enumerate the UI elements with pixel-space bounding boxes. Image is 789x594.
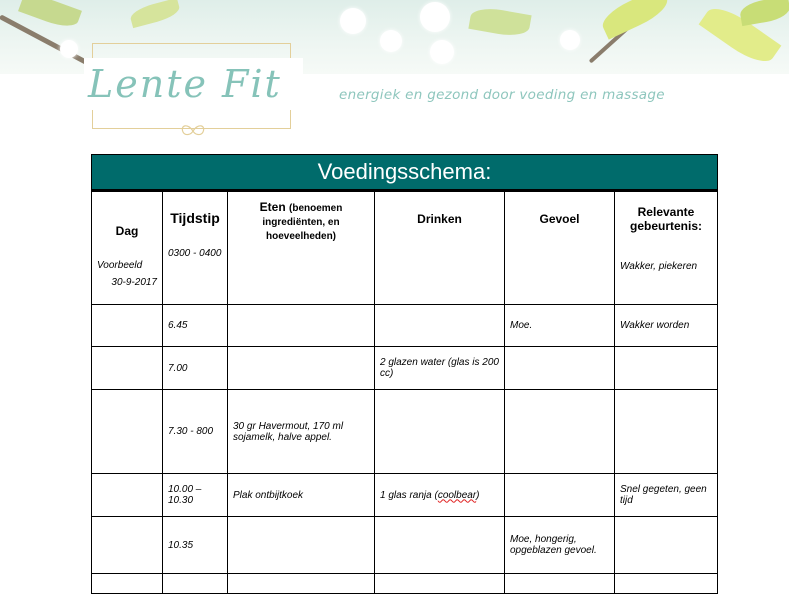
- col-header-eten: [228, 191, 375, 305]
- blossom-shape: [560, 30, 580, 50]
- leaf-shape: [738, 0, 789, 26]
- cell-dag: [92, 305, 163, 347]
- cell-tijd: 10.00 – 10.30: [163, 474, 228, 517]
- cell-eten: [228, 574, 375, 594]
- cell-gebeurtenis: Wakker worden: [615, 305, 718, 347]
- table-row: [92, 517, 718, 574]
- cell-gevoel: [505, 474, 615, 517]
- blossom-shape: [340, 8, 366, 34]
- col-header-relevante: [615, 191, 718, 305]
- cell-tijd: 6.45: [163, 305, 228, 347]
- cell-dag: [92, 390, 163, 474]
- cell-tijd: [163, 574, 228, 594]
- cell-drinken: [375, 390, 505, 474]
- col-header-gevoel: Gevoel: [505, 191, 615, 305]
- cell-tijd: 7.30 - 800: [163, 390, 228, 474]
- leaf-shape: [129, 0, 182, 28]
- leaf-shape: [468, 5, 531, 39]
- cell-eten: [228, 517, 375, 574]
- cell-gevoel: [505, 347, 615, 390]
- blossom-shape: [380, 30, 402, 52]
- cell-gebeurtenis: [615, 574, 718, 594]
- table-row: [92, 390, 718, 474]
- col-header-relevante-label: Relevante gebeurtenis:: [629, 205, 702, 233]
- col-header-dag: [92, 191, 163, 305]
- header-row: [92, 191, 718, 305]
- example-label: Voorbeeld: [97, 260, 143, 271]
- cell-dag: [92, 574, 163, 594]
- blossom-shape: [60, 40, 78, 58]
- example-date: 30-9-2017: [111, 277, 157, 288]
- blossom-shape: [430, 40, 454, 64]
- cell-eten: 30 gr Havermout, 170 ml sojamelk, halve appel.: [228, 390, 375, 474]
- cell-dag: [92, 474, 163, 517]
- cell-gebeurtenis: [615, 390, 718, 474]
- cell-dag: [92, 517, 163, 574]
- cell-tijd: 0300 - 0400: [168, 248, 222, 259]
- cell-drinken-text: 1 glas ranja (: [380, 489, 438, 501]
- cell-drinken: [375, 574, 505, 594]
- leaf-shape: [598, 0, 672, 40]
- tagline: energiek en gezond door voeding en massage: [339, 87, 665, 103]
- table-row: [92, 347, 718, 390]
- table-row: [92, 574, 718, 594]
- col-header-tijdstip-label: Tijdstip: [170, 210, 220, 226]
- col-header-eten-note: (benoemen ingrediënten, en hoeveelheden): [262, 203, 343, 242]
- spelling-error-word: coolbear: [437, 489, 477, 501]
- table-row: [92, 474, 718, 517]
- table-title: Voedingsschema:: [92, 155, 718, 191]
- col-header-eten-label: Eten: [259, 200, 286, 214]
- cell-gevoel: Moe.: [505, 305, 615, 347]
- cell-tijd: 7.00: [163, 347, 228, 390]
- cell-eten: [228, 347, 375, 390]
- cell-gevoel: [505, 390, 615, 474]
- food-schedule-table: [91, 154, 718, 594]
- cell-gebeurtenis: Snel gegeten, geen tijd: [615, 474, 718, 517]
- cell-gevoel: [505, 574, 615, 594]
- col-header-tijdstip: [163, 191, 228, 305]
- cell-drinken-close: ): [476, 489, 480, 501]
- cell-drinken: 2 glazen water (glas is 200 cc): [375, 347, 505, 390]
- butterfly-ornament-icon: [178, 123, 208, 137]
- blossom-shape: [420, 2, 450, 32]
- cell-gebeurtenis: Wakker, piekeren: [620, 261, 698, 272]
- cell-eten: [228, 305, 375, 347]
- cell-drinken: [375, 474, 505, 517]
- table-row: [92, 305, 718, 347]
- cell-drinken: [375, 517, 505, 574]
- logo: Lente Fit: [84, 58, 303, 110]
- cell-dag: [92, 347, 163, 390]
- cell-tijd: 10.35: [163, 517, 228, 574]
- col-header-dag-label: Dag: [115, 224, 139, 238]
- col-header-drinken: Drinken: [375, 191, 505, 305]
- cell-eten: Plak ontbijtkoek: [228, 474, 375, 517]
- cell-gevoel: Moe, hongerig, opgeblazen gevoel.: [505, 517, 615, 574]
- leaf-shape: [18, 0, 82, 32]
- cell-gebeurtenis: [615, 347, 718, 390]
- cell-gebeurtenis: [615, 517, 718, 574]
- cell-drinken: [375, 305, 505, 347]
